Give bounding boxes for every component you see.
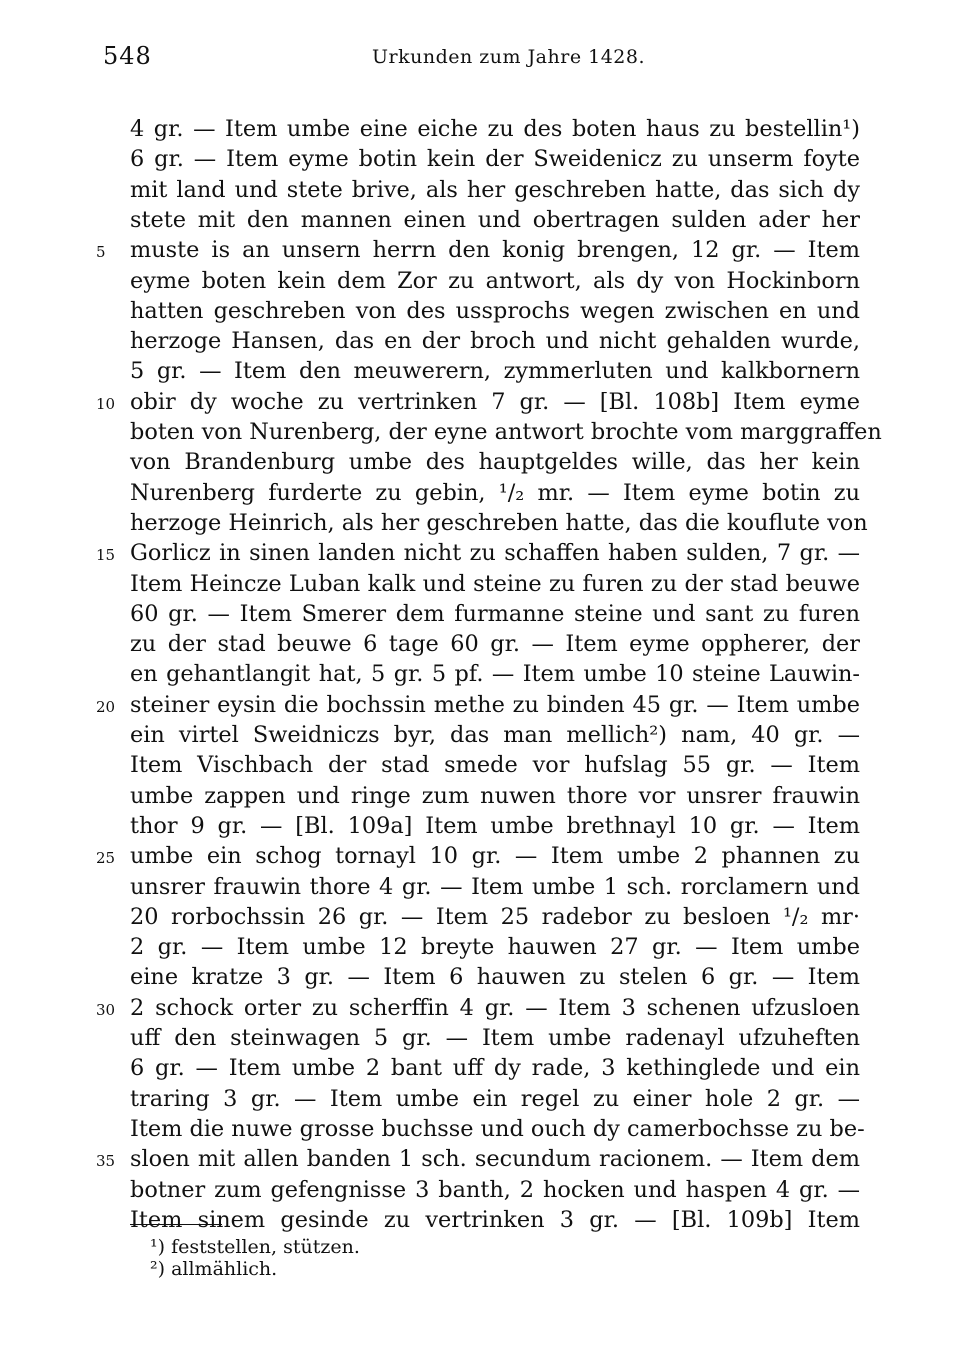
page-number: 548 bbox=[103, 42, 152, 70]
text-line: sloen mit allen banden 1 sch. secundum racionem. — Item dem bbox=[130, 1146, 860, 1173]
line-number: 10 bbox=[96, 394, 116, 413]
text-line: herzoge Hansen, das en der broch und nicht gehalden wurde, bbox=[130, 328, 860, 355]
text-line: hatten geschreben von des ussprochs wegen zwischen en und bbox=[130, 297, 860, 324]
text-line: Gorlicz in sinen landen nicht zu schaffen haben sulden, 7 gr. — bbox=[130, 540, 860, 567]
text-line: steiner eysin die bochssin methe zu binden 45 gr. — Item umbe bbox=[130, 691, 860, 718]
line-number: 15 bbox=[96, 546, 116, 565]
text-line: 2 schock orter zu scherffin 4 gr. — Item 3 schenen ufzusloen bbox=[130, 994, 860, 1021]
text-line: Item Vischbach der stad smede vor hufslag 55 gr. — Item bbox=[130, 752, 860, 779]
text-line: Item sinem gesinde zu vertrinken 3 gr. — [Bl. 109b] Item bbox=[130, 1206, 860, 1233]
text-line: umbe zappen und ringe zum nuwen thore vor unsrer frauwin bbox=[130, 782, 860, 809]
text-line: 4 gr. — Item umbe eine eiche zu des boten haus zu bestellin¹) bbox=[130, 116, 860, 142]
text-line: eyme boten kein dem Zor zu antwort, als dy von Hockinborn bbox=[130, 267, 860, 294]
text-line: 2 gr. — Item umbe 12 breyte hauwen 27 gr. — Item umbe bbox=[130, 934, 860, 961]
text-line: stete mit den mannen einen und obertragen sulden ader her bbox=[130, 206, 860, 233]
text-line: 20 rorbochssin 26 gr. — Item 25 radebor zu besloen ¹/₂ mr· bbox=[130, 903, 860, 930]
line-number: 20 bbox=[96, 697, 116, 716]
line-number: 30 bbox=[96, 1000, 116, 1019]
text-line: thor 9 gr. — [Bl. 109a] Item umbe brethnayl 10 gr. — Item bbox=[130, 812, 860, 839]
text-line: uff den steinwagen 5 gr. — Item umbe radenayl ufzuheften bbox=[130, 1025, 860, 1051]
line-number: 25 bbox=[96, 849, 116, 868]
text-line: botner zum gefengnisse 3 banth, 2 hocken und haspen 4 gr. — bbox=[130, 1176, 860, 1203]
text-line: zu der stad beuwe 6 tage 60 gr. — Item eyme oppherer, der bbox=[130, 631, 860, 658]
text-line: 60 gr. — Item Smerer dem furmanne steine und sant zu furen bbox=[130, 600, 860, 627]
text-line: boten von Nurenberg, der eyne antwort brochte vom marggraffen bbox=[130, 419, 882, 445]
line-number: 35 bbox=[96, 1152, 116, 1171]
text-line: herzoge Heinrich, als her geschreben hatte, das die kouflute von bbox=[130, 509, 868, 536]
text-line: traring 3 gr. — Item umbe ein regel zu einer hole 2 gr. — bbox=[130, 1085, 860, 1112]
text-line: Item Heincze Luban kalk und steine zu furen zu der stad beuwe bbox=[130, 570, 860, 597]
footnote-divider bbox=[130, 1224, 222, 1225]
footnote-1: ¹) feststellen, stützen. bbox=[150, 1236, 360, 1258]
text-line: mit land und stete brive, als her geschreben hatte, das sich dy bbox=[130, 176, 860, 203]
text-line: 6 gr. — Item eyme botin kein der Sweidenicz zu unserm foyte bbox=[130, 146, 860, 173]
text-line: von Brandenburg umbe des hauptgeldes wille, das her kein bbox=[130, 449, 860, 476]
text-line: unsrer frauwin thore 4 gr. — Item umbe 1 sch. rorclamern und bbox=[130, 873, 860, 900]
running-head: Urkunden zum Jahre 1428. bbox=[372, 46, 646, 68]
text-line: muste is an unsern herrn den konig brengen, 12 gr. — Item bbox=[130, 237, 860, 264]
text-line: ein virtel Sweidniczs byr, das man mellich²) nam, 40 gr. — bbox=[130, 722, 860, 748]
text-line: obir dy woche zu vertrinken 7 gr. — [Bl. 108b] Item eyme bbox=[130, 388, 860, 415]
text-line: en gehantlangit hat, 5 gr. 5 pf. — Item umbe 10 steine Lauwin- bbox=[130, 661, 860, 688]
text-line: 6 gr. — Item umbe 2 bant uff dy rade, 3 kethinglede und ein bbox=[130, 1055, 860, 1082]
footnote-2: ²) allmählich. bbox=[150, 1258, 278, 1280]
text-line: 5 gr. — Item den meuwerern, zymmerluten und kalkbornern bbox=[130, 358, 860, 385]
text-line: Item die nuwe grosse buchsse und ouch dy camerbochsse zu be- bbox=[130, 1115, 865, 1142]
text-line: umbe ein schog tornayl 10 gr. — Item umbe 2 phannen zu bbox=[130, 843, 860, 870]
line-number: 5 bbox=[96, 243, 106, 262]
text-line: Nurenberg furderte zu gebin, ¹/₂ mr. — Item eyme botin zu bbox=[130, 479, 860, 506]
text-line: eine kratze 3 gr. — Item 6 hauwen zu stelen 6 gr. — Item bbox=[130, 964, 860, 991]
